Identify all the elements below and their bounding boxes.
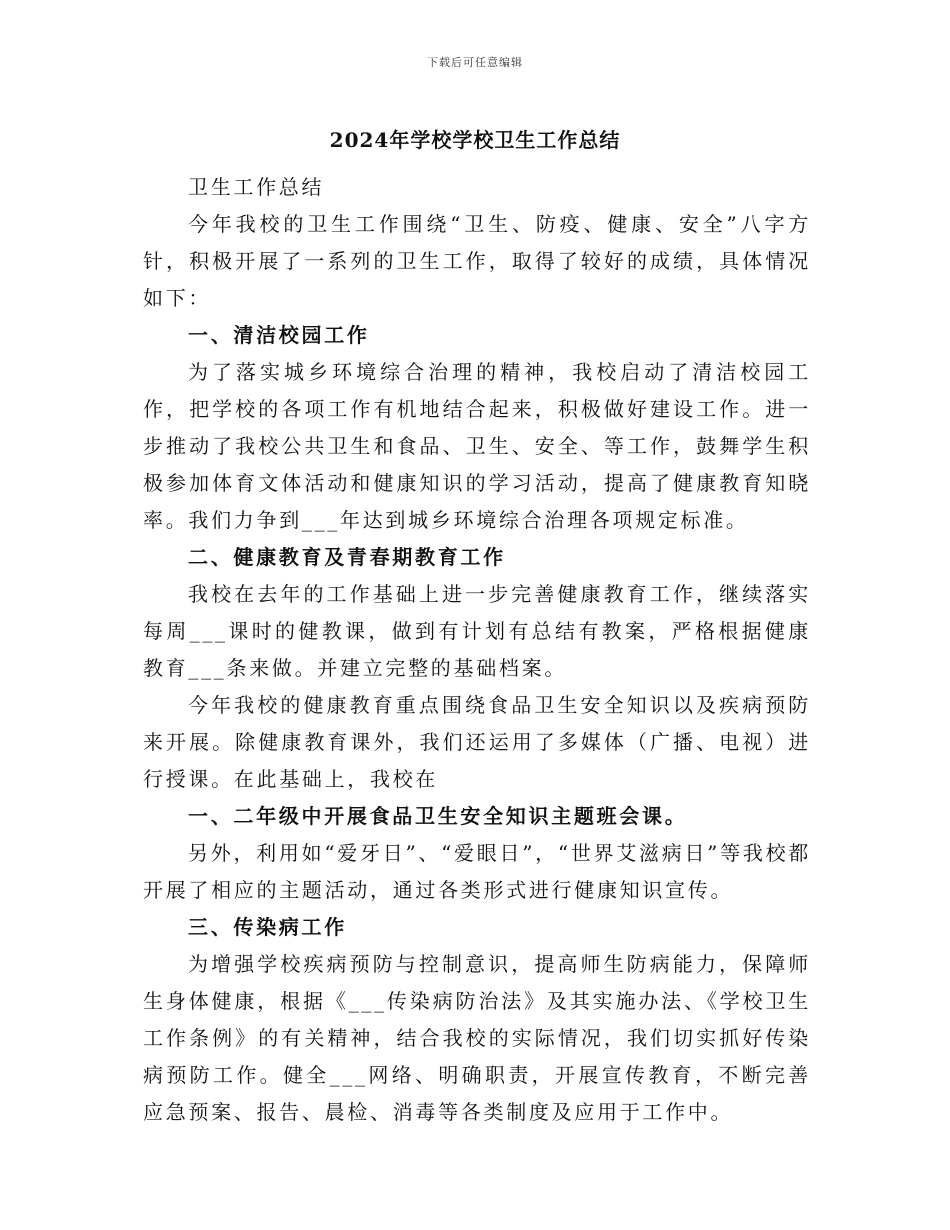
paragraph-clean-campus: 为了落实城乡环境综合治理的精神，我校启动了清洁校园工作，把学校的各项工作有机地结合起来，积极做好建设工作。进一步推动了我校公共卫生和食品、卫生、安全、等工作，鼓舞学生积极参加体育文体活动和健康知识的学习活动，提高了健康教育知晓率。我们力争到___年达到城乡环境综合治理各项规定标准。 [143, 360, 811, 532]
section-heading-health-education: 二、健康教育及青春期教育工作 [188, 545, 506, 569]
paragraph-theme-days: 另外，利用如“爱牙日”、“爱眼日”，“世界艾滋病日”等我校都开展了相应的主题活动，通过各类形式进行健康知识宣传。 [143, 841, 811, 902]
document-title: 2024年学校学校卫生工作总结 [329, 128, 621, 152]
subheading-grade-class: 一、二年级中开展食品卫生安全知识主题班会课。 [188, 804, 688, 828]
paragraph-health-education-1: 我校在去年的工作基础上进一步完善健康教育工作，继续落实每周___课时的健教课，做到有计划有总结有教案，严格根据健康教育___条来做。并建立完整的基础档案。 [143, 582, 811, 680]
paragraph-intro: 今年我校的卫生工作围绕“卫生、防疫、健康、安全”八字方针，积极开展了一系列的卫生工作，取得了较好的成绩，具体情况如下： [143, 212, 811, 310]
document-body [143, 169, 811, 1131]
section-heading-clean-campus: 一、清洁校园工作 [188, 323, 370, 347]
page-header-note: 下载后可任意编辑 [427, 56, 523, 69]
paragraph-health-education-2: 今年我校的健康教育重点围绕食品卫生安全知识以及疾病预防来开展。除健康教育课外，我们还运用了多媒体（广播、电视）进行授课。在此基础上，我校在 [143, 693, 811, 791]
paragraph-infectious-disease: 为增强学校疾病预防与控制意识，提高师生防病能力，保障师生身体健康，根据《___传染病防治法》及其实施办法、《学校卫生工作条例》的有关精神，结合我校的实际情况，我们切实抓好传染病预防工作。健全___网络、明确职责，开展宣传教育，不断完善应急预案、报告、晨检、消毒等各类制度及应用于工作中。 [143, 952, 811, 1124]
paragraph-subtitle: 卫生工作总结 [188, 175, 325, 199]
section-heading-infectious-disease: 三、传染病工作 [188, 915, 347, 939]
